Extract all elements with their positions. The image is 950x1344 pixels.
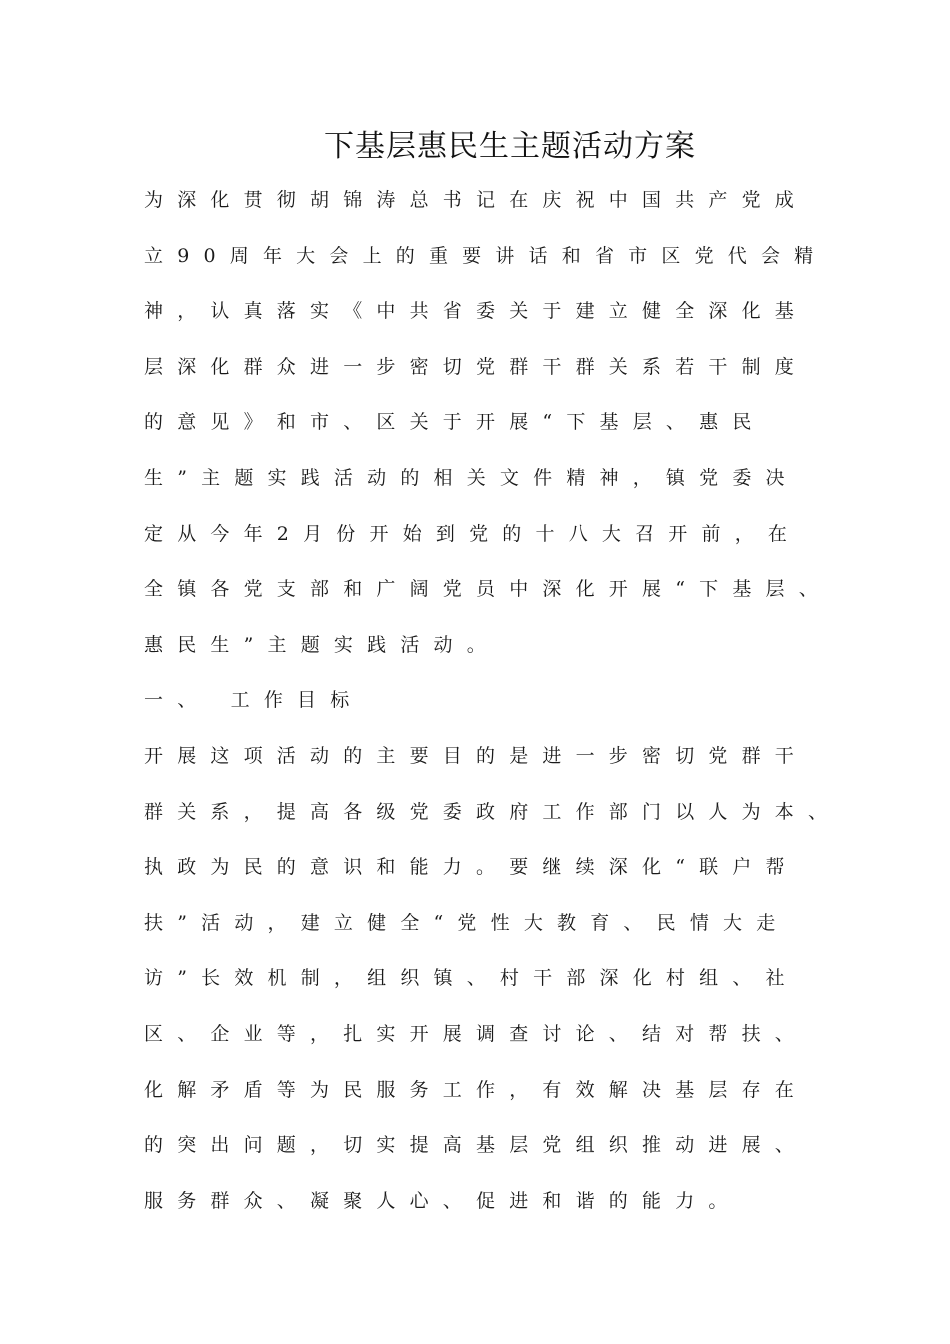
body-line: 惠民生”主题实践活动。 — [144, 633, 500, 656]
body-line: 的意见》和市、区关于开展“下基层、惠民 — [144, 411, 766, 434]
body-line: 群关系，提高各级党委政府工作部门以人为本、 — [144, 800, 842, 823]
body-line: 的突出问题，切实提高基层党组织推动进展、 — [144, 1134, 809, 1157]
body-line: 层深化群众进一步密切党群干群关系若干制度 — [144, 355, 809, 378]
body-line: 神，认真落实《中共省委关于建立健全深化基 — [144, 300, 809, 323]
body-line: 全镇各党支部和广阔党员中深化开展“下基层、 — [144, 578, 832, 601]
body-line: 开展这项活动的主要目的是进一步密切党群干 — [144, 744, 809, 767]
body-line: 访”长效机制，组织镇、村干部深化村组、社 — [144, 967, 799, 990]
body-line: 化解矛盾等为民服务工作，有效解决基层存在 — [144, 1078, 809, 1101]
document-title: 下基层惠民生主题活动方案 — [324, 129, 696, 164]
document-body — [144, 180, 844, 1236]
body-line: 扶”活动，建立健全“党性大教育、民情大走 — [144, 911, 790, 934]
body-line: 执政为民的意识和能力。要继续深化“联户帮 — [144, 856, 799, 879]
body-line: 为深化贯彻胡锦涛总书记在庆祝中国共产党成 — [144, 189, 809, 211]
body-line: 立90周年大会上的重要讲话和省市区党代会精 — [144, 244, 828, 267]
section-heading: 一、 工作目标 — [144, 689, 364, 712]
body-line: 服务群众、凝聚人心、促进和谐的能力。 — [144, 1189, 742, 1212]
body-line: 区、企业等，扎实开展调查讨论、结对帮扶、 — [144, 1022, 809, 1045]
body-line: 定从今年2月份开始到党的十八大召开前，在 — [144, 522, 802, 545]
body-line: 生”主题实践活动的相关文件精神，镇党委决 — [144, 466, 799, 489]
